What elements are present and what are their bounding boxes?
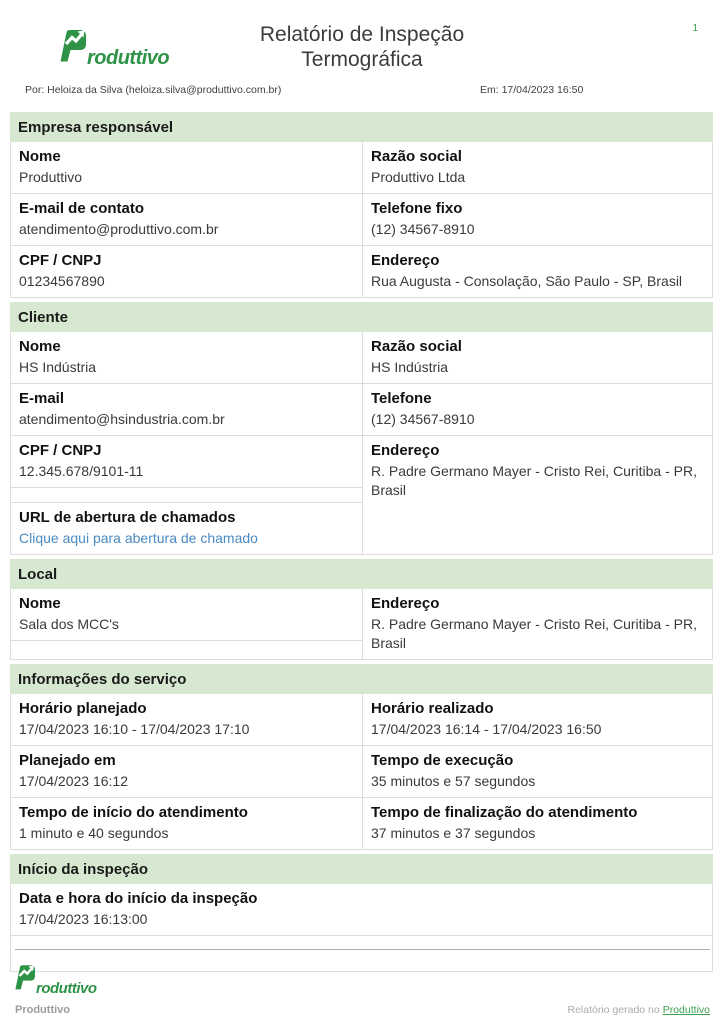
logo-wordmark: roduttivo — [87, 47, 170, 69]
field-cpf-cnpj: CPF / CNPJ 01234567890 — [11, 245, 362, 297]
field-telefone-fixo: Telefone fixo (12) 34567-8910 — [363, 193, 712, 245]
section-header: Informações do serviço — [10, 664, 713, 694]
field-horario-planejado: Horário planejado 17/04/2023 16:10 - 17/04/2023 17:10 — [19, 700, 250, 737]
section-header: Local — [10, 559, 713, 589]
field-nome: Nome HS Indústria — [19, 338, 97, 375]
field-email: E-mail atendimento@hsindustria.com.br — [11, 383, 362, 435]
field-cpf-cnpj: CPF / CNPJ 12.345.678/9101-11 — [11, 435, 362, 487]
page-title: Relatório de Inspeção Termográfica — [259, 23, 465, 71]
field-endereco: Endereço Rua Augusta - Consolação, São Paulo - SP, Brasil — [363, 245, 712, 297]
field-tempo-inicio-atendimento: Tempo de início do atendimento 1 minuto e 40 segundos — [11, 797, 362, 849]
field-email-contato: E-mail de contato atendimento@produttivo.com.br — [11, 193, 362, 245]
page-footer — [15, 949, 710, 1016]
produttivo-logo-footer — [15, 965, 710, 995]
field-endereco: Endereço R. Padre Germano Mayer - Cristo Rei, Curitiba - PR, Brasil — [371, 595, 697, 651]
field-telefone: Telefone (12) 34567-8910 — [363, 383, 712, 435]
open-ticket-link[interactable]: Clique aqui para abertura de chamado — [19, 530, 258, 546]
field-razao-social: Razão social Produttivo Ltda — [371, 148, 466, 185]
field-planejado-em: Planejado em 17/04/2023 16:12 — [11, 745, 362, 797]
logo-wordmark: roduttivo — [36, 979, 97, 997]
section-cliente — [10, 302, 713, 555]
empty-cell — [11, 487, 362, 502]
section-header: Empresa responsável — [10, 112, 713, 142]
byline-date: Em: 17/04/2023 16:50 — [480, 84, 584, 96]
section-local — [10, 559, 713, 660]
field-tempo-execucao: Tempo de execução 35 minutos e 57 segundos — [363, 745, 712, 797]
field-razao-social: Razão social HS Indústria — [371, 338, 462, 375]
report-body — [10, 112, 713, 972]
field-url-chamados: URL de abertura de chamados Clique aqui para abertura de chamado — [11, 502, 362, 554]
section-empresa-responsavel — [10, 112, 713, 298]
empty-cell — [11, 640, 362, 659]
section-header: Início da inspeção — [10, 854, 713, 884]
generated-note: Relatório gerado no Produttivo — [567, 1004, 710, 1016]
field-nome: Nome Sala dos MCC's — [19, 595, 119, 632]
byline — [25, 84, 724, 96]
field-data-hora-inicio: Data e hora do início da inspeção 17/04/2023 16:13:00 — [19, 890, 258, 927]
empty-cell — [363, 506, 712, 554]
section-header: Cliente — [10, 302, 713, 332]
field-endereco: Endereço R. Padre Germano Mayer - Cristo Rei, Curitiba - PR, Brasil — [363, 435, 712, 506]
section-informacoes-servico — [10, 664, 713, 850]
logo-arrow-icon — [15, 965, 35, 995]
byline-author: Por: Heloiza da Silva (heloiza.silva@produttivo.com.br) — [25, 84, 282, 96]
page-number: 1 — [692, 23, 698, 34]
field-tempo-finalizacao: Tempo de finalização do atendimento 37 minutos e 37 segundos — [363, 797, 712, 849]
logo-arrow-icon — [60, 30, 86, 67]
footer-company-name: Produttivo — [15, 1004, 70, 1016]
produttivo-link[interactable]: Produttivo — [662, 1004, 710, 1016]
field-nome: Nome Produttivo — [19, 148, 83, 185]
field-horario-realizado: Horário realizado 17/04/2023 16:14 - 17/04/2023 16:50 — [371, 700, 602, 737]
